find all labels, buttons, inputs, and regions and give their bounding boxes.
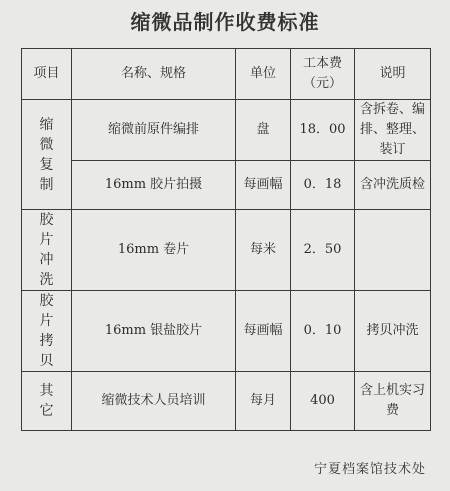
item-cell-film-duplication: 胶 片 拷 贝: [22, 291, 72, 372]
header-fee: [291, 49, 355, 100]
fee-cell: 18．00: [291, 100, 355, 161]
note-cell: [355, 210, 431, 291]
note-cell: 含上机实习费: [355, 372, 431, 431]
header-item: 项目: [22, 49, 72, 100]
item-cell-other: 其 它: [22, 372, 72, 431]
name-cell: 16mm 卷片: [72, 210, 236, 291]
fee-cell: 0．18: [291, 161, 355, 210]
header-fee-line1: 工本费: [302, 56, 342, 71]
table-header-row: [22, 49, 431, 100]
table-row: [22, 291, 431, 372]
page-title: 缩微品制作收费标准: [130, 10, 320, 34]
note-cell: 拷贝冲洗: [355, 291, 431, 372]
header-unit: 单位: [236, 49, 291, 100]
issuer-signature: 宁夏档案馆技术处: [313, 462, 426, 477]
item-cell-microfilm-copy: 缩 微 复 制: [22, 100, 72, 210]
name-cell: 缩微前原件编排: [72, 100, 236, 161]
name-cell: 16mm 胶片拍摄: [72, 161, 236, 210]
table-row: [22, 100, 431, 161]
unit-cell: 每画幅: [236, 161, 291, 210]
unit-cell: 盘: [236, 100, 291, 161]
table-row: [22, 161, 431, 210]
name-cell: 缩微技术人员培训: [72, 372, 236, 431]
header-fee-line2: （元）: [302, 76, 342, 91]
fee-cell: 2．50: [291, 210, 355, 291]
note-cell: 含拆卷、编排、整理、装订: [355, 100, 431, 161]
name-cell: 16mm 银盐胶片: [72, 291, 236, 372]
unit-cell: 每画幅: [236, 291, 291, 372]
fee-cell: 0．10: [291, 291, 355, 372]
fee-cell: 400: [291, 372, 355, 431]
unit-cell: 每米: [236, 210, 291, 291]
table-row: [22, 372, 431, 431]
item-cell-film-processing: 胶 片 冲 洗: [22, 210, 72, 291]
note-cell: 含冲洗质检: [355, 161, 431, 210]
unit-cell: 每月: [236, 372, 291, 431]
table-row: [22, 210, 431, 291]
header-name: 名称、规格: [72, 49, 236, 100]
fee-table: [21, 48, 431, 431]
header-note: 说明: [355, 49, 431, 100]
